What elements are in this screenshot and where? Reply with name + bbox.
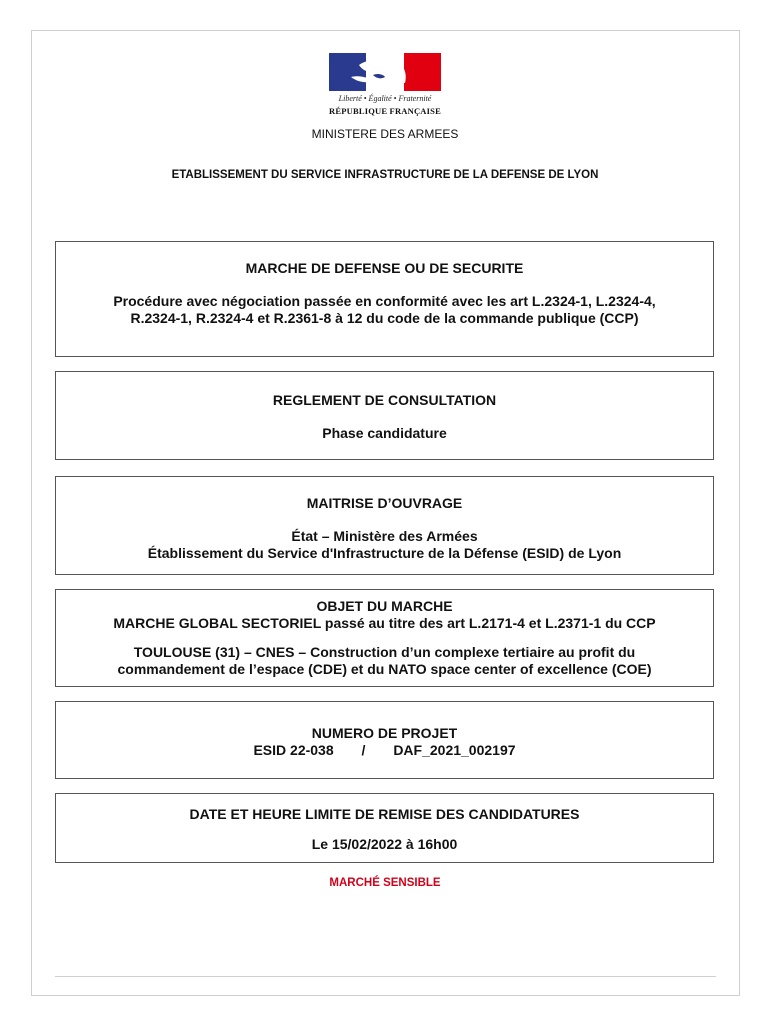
objet-title: OBJET DU MARCHE bbox=[316, 598, 453, 614]
date-limite-title: DATE ET HEURE LIMITE DE REMISE DES CANDIDATURES bbox=[189, 806, 580, 822]
objet-line-3: commandement de l’espace (CDE) et du NATO space center of excellence (COE) bbox=[117, 661, 652, 677]
footer-divider bbox=[55, 976, 716, 977]
date-limite-box bbox=[55, 793, 714, 863]
republique-francaise-logo bbox=[329, 53, 441, 119]
objet-line-2: TOULOUSE (31) – CNES – Construction d’un complexe tertiaire au profit du bbox=[133, 644, 636, 660]
reglement-title: REGLEMENT DE CONSULTATION bbox=[272, 392, 497, 408]
republique-francaise-label: RÉPUBLIQUE FRANÇAISE bbox=[329, 106, 441, 116]
maitrise-line-2: Établissement du Service d'Infrastructure de la Défense (ESID) de Lyon bbox=[147, 545, 622, 561]
maitrise-title: MAITRISE D’OUVRAGE bbox=[306, 495, 463, 511]
motto: Liberté • Égalité • Fraternité bbox=[338, 94, 432, 103]
date-limite-value: Le 15/02/2022 à 16h00 bbox=[311, 836, 458, 852]
marche-sensible-label: MARCHÉ SENSIBLE bbox=[329, 877, 441, 889]
phase-label: Phase candidature bbox=[322, 425, 447, 441]
marianne-flag-icon bbox=[329, 53, 441, 91]
procedure-line-1: Procédure avec négociation passée en conformité avec les art L.2324-1, L.2324-4, bbox=[113, 293, 656, 309]
objet-line-1: MARCHE GLOBAL SECTORIEL passé au titre des art L.2171-4 et L.2371-1 du CCP bbox=[113, 615, 656, 631]
objet-marche-box bbox=[55, 589, 714, 687]
marche-defense-title: MARCHE DE DEFENSE OU DE SECURITE bbox=[245, 260, 524, 276]
numero-projet-box bbox=[55, 701, 714, 779]
daf-number: DAF_2021_002197 bbox=[393, 742, 516, 758]
maitrise-line-1: État – Ministère des Armées bbox=[291, 528, 478, 544]
procedure-line-2: R.2324-1, R.2324-4 et R.2361-8 à 12 du code de la commande publique (CCP) bbox=[130, 310, 639, 326]
maitrise-ouvrage-box bbox=[55, 476, 714, 575]
esid-number: ESID 22-038 bbox=[253, 742, 334, 758]
ministry-name: MINISTERE DES ARMEES bbox=[311, 127, 459, 141]
numero-line bbox=[56, 742, 713, 759]
establishment-name: ETABLISSEMENT DU SERVICE INFRASTRUCTURE DE LA DEFENSE DE LYON bbox=[171, 169, 599, 181]
numero-title: NUMERO DE PROJET bbox=[311, 725, 458, 741]
marche-defense-box bbox=[55, 241, 714, 357]
reglement-box bbox=[55, 371, 714, 460]
number-separator: / bbox=[361, 742, 366, 758]
